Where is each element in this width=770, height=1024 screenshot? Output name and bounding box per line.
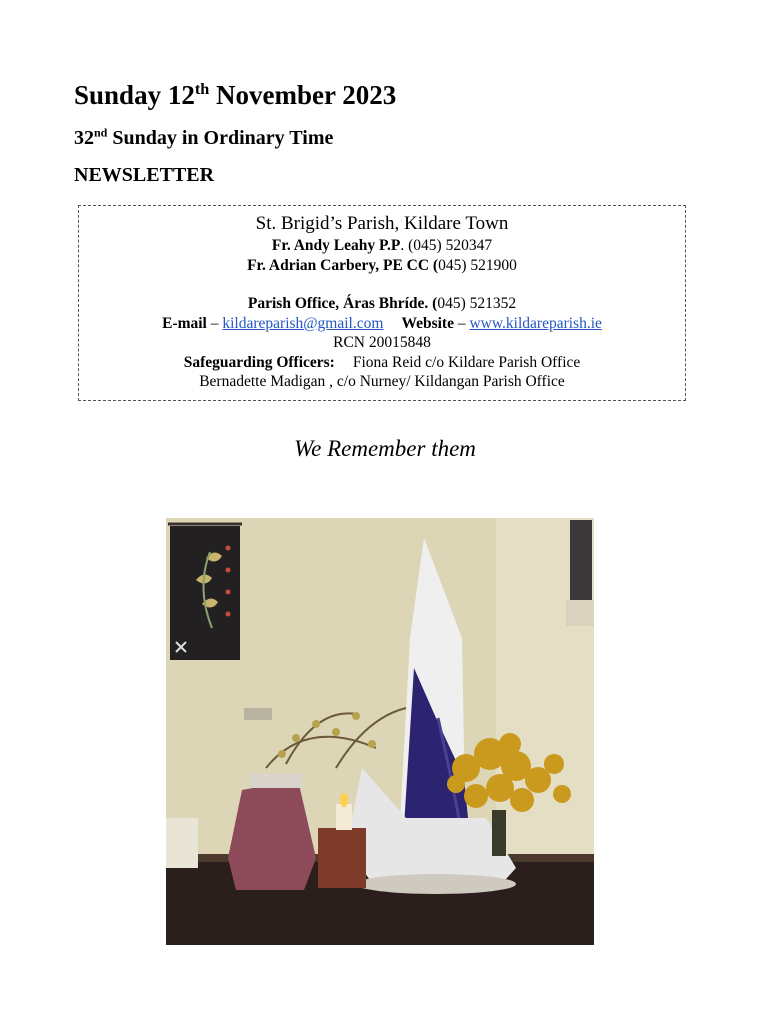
- title-ordinal-suffix: th: [194, 80, 210, 98]
- safeguarding-line-1: [79, 353, 685, 373]
- book-of-remembrance: [250, 774, 302, 788]
- email-label: E-mail: [162, 314, 207, 332]
- remembrance-display-photo: [166, 518, 594, 945]
- safeguarding-label: Safeguarding Officers:: [183, 353, 335, 371]
- rcn-number: RCN 20015848: [333, 334, 431, 351]
- priest-1-line: [79, 236, 685, 256]
- candle-flame: [340, 793, 348, 807]
- email-link[interactable]: kildareparish@gmail.com: [222, 314, 384, 332]
- parish-office-phone: 045) 521352: [437, 295, 517, 312]
- newsletter-date-title: [74, 78, 396, 112]
- remember-heading: We Remember them: [294, 436, 476, 461]
- vase: [492, 810, 506, 856]
- safeguarding-officer-2: Bernadette Madigan , c/o Nurney/ Kildangan Parish Office: [199, 373, 565, 390]
- priest-2-name: Fr. Adrian Carbery, PE CC (: [247, 256, 439, 274]
- candle-pedestal: [318, 828, 366, 888]
- priest-1-name: Fr. Andy Leahy P.P: [271, 237, 401, 254]
- subtitle-prefix: 32: [74, 127, 94, 149]
- stone-circle: [356, 874, 516, 894]
- spacer: [79, 275, 685, 294]
- website-link[interactable]: www.kildareparish.ie: [469, 314, 602, 332]
- priest-1-phone: . (045) 520347: [400, 237, 493, 254]
- title-suffix: November 2023: [209, 80, 397, 110]
- title-prefix: Sunday 12: [74, 80, 195, 110]
- safeguarding-officer-1: Fiona Reid c/o Kildare Parish Office: [352, 353, 581, 371]
- wall-socket: [244, 708, 272, 720]
- website-dash: –: [453, 314, 470, 332]
- parish-office-line: [79, 294, 685, 314]
- parish-office-label: Parish Office, Áras Bhríde. (: [247, 295, 438, 312]
- banner-letter: [226, 612, 231, 617]
- parish-contact-box: [78, 205, 686, 401]
- subtitle-suffix: Sunday in Ordinary Time: [107, 127, 334, 149]
- subtitle-ordinal-suffix: nd: [94, 125, 108, 140]
- radiator: [166, 818, 198, 868]
- candle: [336, 804, 352, 830]
- lamp-bracket: [566, 600, 594, 626]
- newsletter-label: NEWSLETTER: [74, 164, 215, 186]
- email-dash: –: [206, 314, 223, 332]
- banner-letter: [226, 590, 231, 595]
- banner-letter: [226, 546, 231, 551]
- website-label: Website: [401, 314, 454, 332]
- parish-name: St. Brigid’s Parish, Kildare Town: [255, 213, 509, 234]
- liturgical-subtitle: [74, 125, 333, 151]
- priest-2-line: [79, 256, 685, 276]
- email-website-line: [79, 314, 685, 334]
- wall-lamp: [570, 520, 592, 600]
- banner-letter: [226, 568, 231, 573]
- priest-2-phone: 045) 521900: [438, 256, 517, 274]
